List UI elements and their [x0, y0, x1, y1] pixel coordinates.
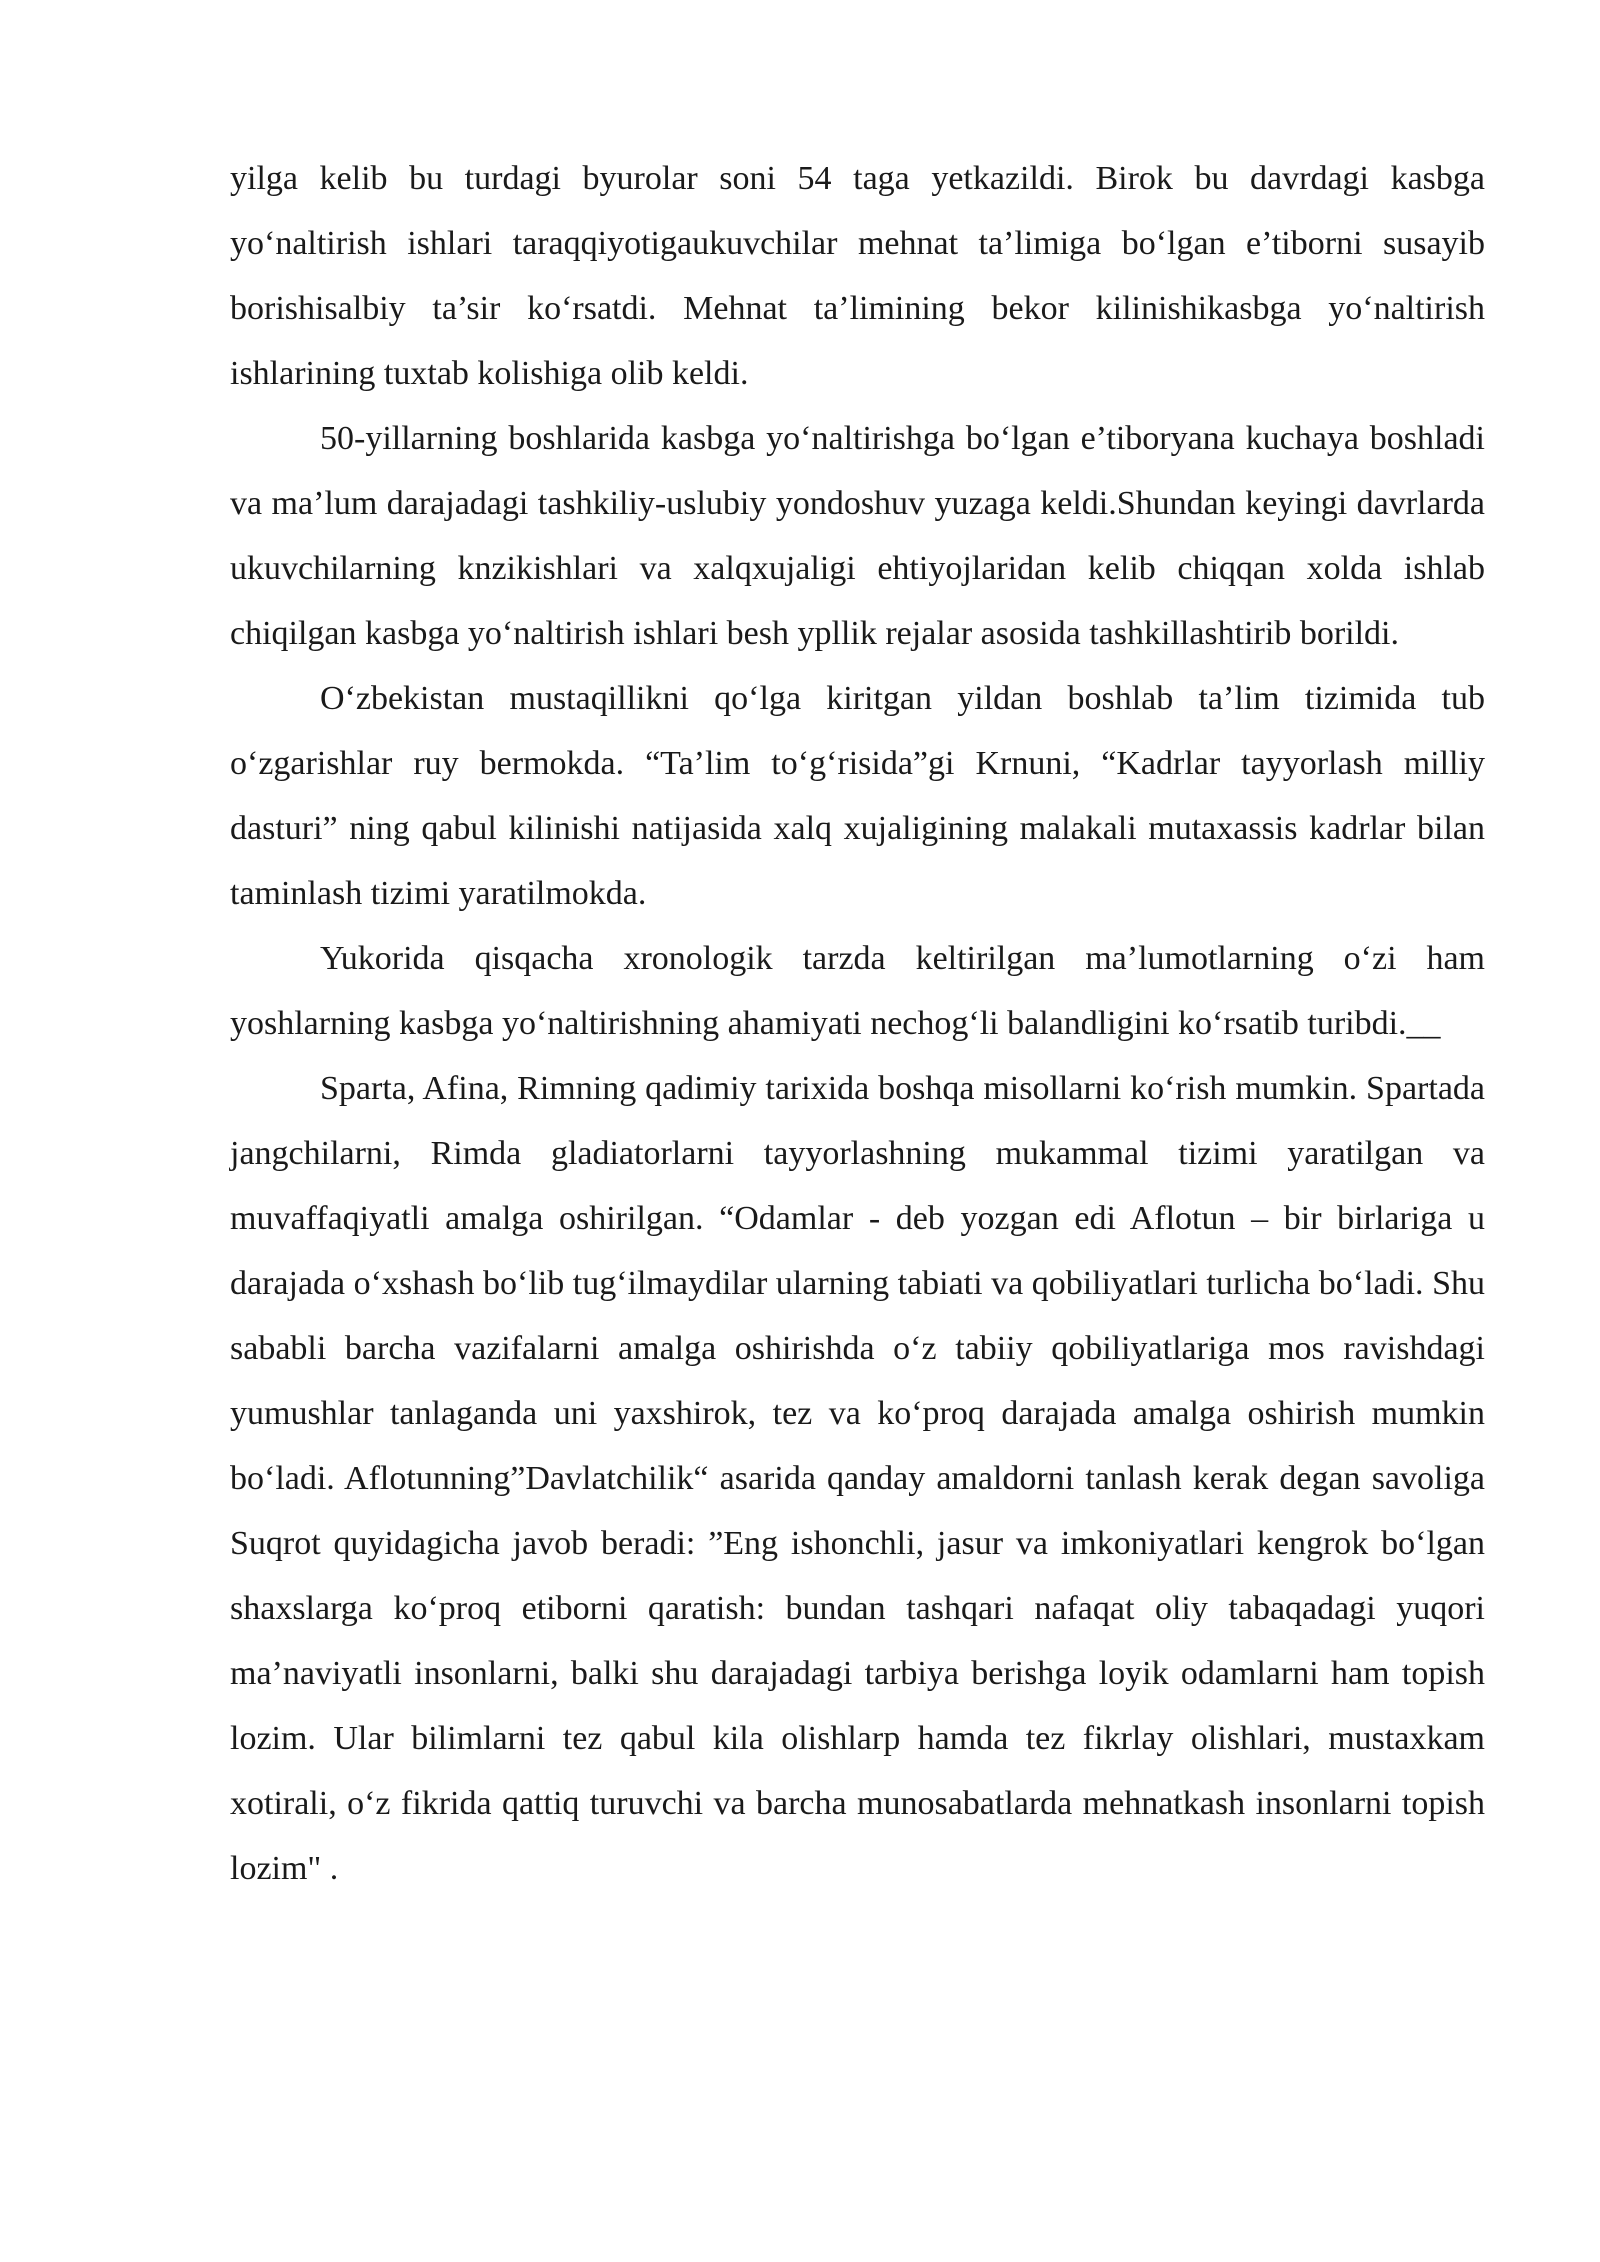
paragraph-continuation: yilga kelib bu turdagi byurolar soni 54 taga yetkazildi. Birok bu davrdagi kasbga yo‘naltirish ishlari taraqqiyotigaukuvchilar mehnat ta’limiga bo‘lgan e’tiborni susayib borishisalbiy ta’sir ko‘rsatdi. Mehnat ta’limining bekor kilinishikasbga yo‘naltirish ishlarining tuxtab kolishiga olib keldi.	[230, 160, 1485, 392]
paragraph-fifties-vocational-guidance: 50-yillarning boshlarida kasbga yo‘naltirishga bo‘lgan e’tiboryana kuchaya boshladi va ma’lum darajadagi tashkiliy-uslubiy yondoshuv yuzaga keldi.Shundan keyingi davrlarda ukuvchilarning knzikishlari va xalqxujaligi ehtiyojlaridan kelib chiqqan xolda ishlab chiqilgan kasbga yo‘naltirish ishlari besh ypllik rejalar asosida tashkillashtirib borildi.	[230, 420, 1485, 652]
paragraph-independence-education-reform: O‘zbekistan mustaqillikni qo‘lga kiritgan yildan boshlab ta’lim tizimida tub o‘zgarishlar ruy bermokda. “Ta’lim to‘g‘risida”gi Krnuni, “Kadrlar tayyorlash milliy dasturi” ning qabul kilinishi natijasida xalq xujaligining malakali mutaxassis kadrlar bilan taminlash tizimi yaratilmokda.	[230, 680, 1485, 912]
document-page	[230, 146, 1485, 1901]
paragraph-ancient-history-examples: Sparta, Afina, Rimning qadimiy tarixida boshqa misollarni ko‘rish mumkin. Spartada jangchilarni, Rimda gladiatorlarni tayyorlashning mukammal tizimi yaratilgan va muvaffaqiyatli amalga oshirilgan. “Odamlar - deb yozgan edi Aflotun – bir birlariga u darajada o‘xshash bo‘lib tug‘ilmaydilar ularning tabiati va qobiliyatlari turlicha bo‘ladi. Shu sababli barcha vazifalarni amalga oshirishda o‘z tabiiy qobiliyatlariga mos ravishdagi yumushlar tanlaganda uni yaxshirok, tez va ko‘proq darajada amalga oshirish mumkin bo‘ladi. Aflotunning”Davlatchilik“ asarida qanday amaldorni tanlash kerak degan savoliga Suqrot quyidagicha javob beradi: ”Eng ishonchli, jasur va imkoniyatlari kengrok bo‘lgan shaxslarga ko‘proq etiborni qaratish: bundan tashqari nafaqat oliy tabaqadagi yuqori ma’naviyatli insonlarni, balki shu darajadagi tarbiya berishga loyik odamlarni ham topish lozim. Ular bilimlarni tez qabul kila olishlarp hamda tez fikrlay olishlari, mustaxkam xotirali, o‘z fikrida qattiq turuvchi va barcha munosabatlarda mehnatkash insonlarni topish lozim" .	[230, 1070, 1485, 1887]
paragraph-chronology-summary: Yukorida qisqacha xronologik tarzda keltirilgan ma’lumotlarning o‘zi ham yoshlarning kasbga yo‘naltirishning ahamiyati nechog‘li balandligini ko‘rsatib turibdi.__	[230, 940, 1485, 1042]
